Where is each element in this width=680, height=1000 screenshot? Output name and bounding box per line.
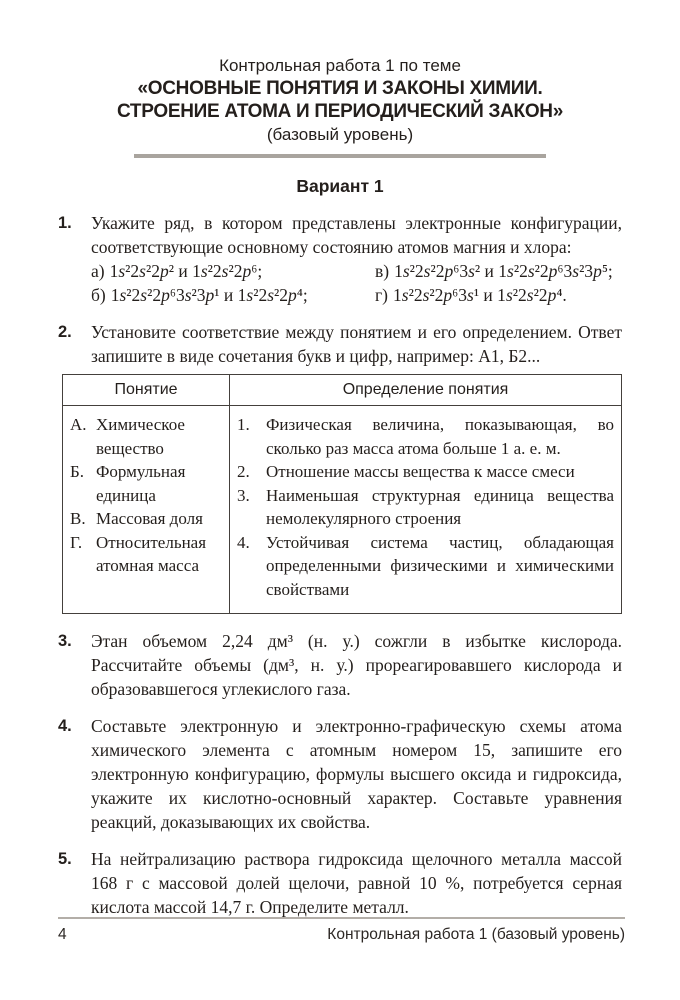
question-body [91,320,622,368]
column-header-definition: Определение понятия [230,375,622,406]
definition-text: Физическая величина, показывающая, во сколько раз масса атома больше 1 а. е. м. [266,415,614,458]
definition-text: Устойчивая система частиц, обладающая определенными физическими и химическими свойствами [266,532,614,599]
table-body-row [63,406,622,614]
question-4 [58,714,622,834]
question-3 [58,629,622,701]
option-label: а) [91,261,105,281]
electron-configuration: 1s²2s²2p⁶3s² и 1s²2s²2p⁶3s²3p⁵; [394,261,613,281]
document-header [58,54,622,158]
concept-text: Химическое вещество [96,415,185,458]
question-text: Этан объемом 2,24 дм³ (н. у.) сожгли в избытке кислорода. Рассчитайте объемы (дм³, н. у.) прореагировавшего кислорода и образовавшегося углекислого газа. [91,631,622,699]
electron-configuration: 1s²2s²2p⁶3s²3p¹ и 1s²2s²2p⁴; [110,284,308,305]
question-number: 4. [58,717,72,735]
definition-label: 2. [237,462,250,481]
header-topic-line: Контрольная работа 1 по теме [219,56,461,75]
question-number: 1. [58,214,72,232]
electron-configuration: 1s²2s²2p² и 1s²2s²2p⁶; [109,261,263,281]
concept-text: Формульная единица [96,462,186,505]
concepts-cell [63,406,230,614]
question-text: На нейтрализацию раствора гидроксида щелочного металла массой 168 г с массовой долей щелочи, равной 10 %, потребуется серная кислота массой 14,7 г. Определите металл. [91,849,622,917]
option-label: г) [375,284,389,305]
header-title-line-1: «ОСНОВНЫЕ ПОНЯТИЯ И ЗАКОНЫ ХИМИИ. [137,78,543,99]
option-label: в) [375,261,390,281]
page-footer [58,917,625,944]
definition-item [237,460,614,484]
definition-label: 3. [237,485,250,505]
question-5 [58,847,622,919]
option-b [91,284,375,308]
footer-running-title: Контрольная работа 1 (базовый уровень) [327,926,625,943]
concept-item [70,460,222,507]
header-divider [134,154,546,158]
header-level-line: (базовый уровень) [266,125,414,144]
concept-label: А. [70,415,87,434]
option-a [91,260,375,284]
option-g [375,284,622,308]
variant-title: Вариант 1 [296,176,384,196]
question-number: 2. [58,323,72,341]
concept-label: В. [70,509,86,528]
question-2 [58,320,622,368]
concept-label: Б. [70,462,85,481]
electron-configuration: 1s²2s²2p⁶3s¹ и 1s²2s²2p⁴. [393,284,567,305]
concept-item [70,531,222,578]
question-number: 5. [58,850,72,868]
question-body [91,629,622,701]
concept-item [70,507,222,531]
answer-options [91,260,622,307]
concept-text: Массовая доля [96,509,203,528]
definition-text: Наименьшая структурная единица вещества немолекулярного строения [266,485,614,528]
option-label: б) [91,284,106,305]
column-header-concept: Понятие [63,375,230,406]
question-body [91,211,622,307]
question-number: 3. [58,632,72,650]
definition-item [237,413,614,460]
option-v [375,260,622,284]
question-1 [58,211,622,307]
definition-text: Отношение массы вещества к массе смеси [266,462,575,481]
question-body [91,847,622,919]
definitions-cell [230,406,622,614]
question-body [91,714,622,834]
definition-label: 1. [237,415,250,434]
matching-table [62,374,622,614]
concept-label: Г. [70,532,83,552]
definition-item [237,484,614,531]
question-text: Установите соответствие между понятием и его определением. Ответ запишите в виде сочетания букв и цифр, например: А1, Б2... [91,322,622,366]
question-text: Составьте электронную и электронно-графическую схемы атома химического элемента с атомным номером 15, запишите его электронную конфигурацию, формулы высшего оксида и гидроксида, укажите их кислотно-основный характер. Составьте уравнения реакций, доказывающих их свойства. [91,716,622,832]
definition-item [237,531,614,602]
header-title-line-2: СТРОЕНИЕ АТОМА И ПЕРИОДИЧЕСКИЙ ЗАКОН» [116,101,563,122]
question-text: Укажите ряд, в котором представлены электронные конфигурации, соответствующие основному состоянию атомов магния и хлора: [91,213,622,257]
concept-item [70,413,222,460]
definition-label: 4. [237,532,250,552]
concept-text: Относительная атомная масса [96,532,207,575]
table-header-row [63,375,622,406]
page-number: 4 [58,926,67,943]
